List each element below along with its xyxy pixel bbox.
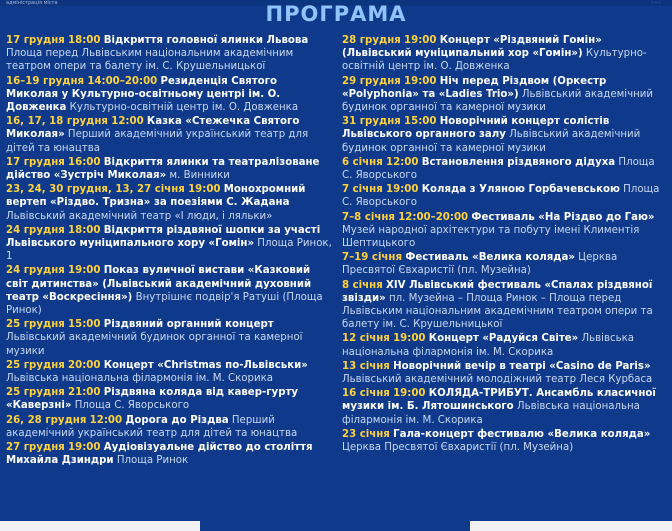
left-column — [6, 34, 332, 469]
program-entry — [6, 34, 332, 74]
program-entry — [342, 279, 668, 332]
entry-event: Гала-концерт фестивалю «Велика коляда» — [393, 428, 651, 440]
entry-event: Фестиваль «На Різдво до Гаю» — [471, 211, 655, 223]
entry-date: 16 січня — [342, 388, 390, 400]
entry-venue: Площа С. Яворського — [342, 156, 655, 182]
entry-venue: Музей народної архітектури та побуту імені Климентія Шептицького — [342, 224, 640, 250]
program-entry — [342, 332, 668, 358]
entry-date: 7–19 січня — [342, 252, 403, 264]
program-entry — [6, 414, 332, 440]
entry-time: 12:00–20:00 — [398, 211, 469, 223]
entry-date: 25 грудня — [6, 319, 65, 331]
program-entry — [342, 387, 668, 427]
entry-time: 19:00 — [386, 184, 419, 196]
entry-venue: Перший академічний український театр для дітей та юнацтва — [6, 129, 309, 154]
entry-event: Дорога до Різдва — [125, 414, 229, 426]
entry-date: 27 грудня — [6, 442, 65, 454]
entry-event: Різдвяна коляда від кавер-гурту «Каверзні» — [6, 387, 299, 412]
entry-time: 19:00 — [404, 75, 437, 87]
entry-event: Ніч перед Різдвом (Оркестр «Polyphonia» та «Ladies Trio») — [342, 75, 607, 100]
entry-event: XIV Львівський фестиваль «Спалах різдвяної звізди» — [342, 279, 653, 304]
entry-venue: Львівський академічний театр «І люди, і ляльки» — [6, 210, 273, 222]
entry-date: 24 грудня — [6, 265, 65, 277]
entry-time: 19:00 — [393, 333, 426, 345]
entry-date: 25 грудня — [6, 387, 65, 399]
entry-venue: Церква Пресвятої Євхаристії (пл. Музейна) — [342, 252, 618, 277]
program-entry — [342, 211, 668, 251]
entry-time: 19:00 — [393, 388, 426, 400]
entry-venue: Культурно-освітній центр ім. О. Довженка — [342, 48, 647, 73]
entry-venue: Львівський академічний будинок органної та камерної музики — [342, 129, 641, 154]
program-entry — [6, 441, 332, 467]
entry-venue: Львівська національна філармонія ім. М. Скорика — [342, 401, 640, 426]
entry-time: 19:00 — [68, 265, 101, 277]
entry-event: Концерт «Різдвяний Гомін» (Львівський муніципальний хор «Гомін») — [342, 35, 602, 60]
program-entry — [342, 428, 668, 454]
entry-time: 20:00 — [68, 359, 101, 371]
entry-venue: Львівська національна філармонія ім. М. Скорика — [6, 373, 273, 385]
entry-date: 23 січня — [342, 428, 390, 440]
program-entry — [6, 359, 332, 385]
entry-time: 14:00–20:00 — [87, 75, 158, 87]
entry-time: 18:00 — [68, 224, 101, 236]
entry-venue: Внутрішнє подвір'я Ратуші (Площа Ринок) — [6, 291, 323, 317]
entry-venue: Площа Ринок — [116, 455, 189, 467]
bottom-light-strip-left — [0, 521, 200, 531]
entry-time: 19:00 — [404, 35, 437, 46]
entry-date: 7 січня — [342, 184, 383, 196]
entry-time: 15:00 — [68, 319, 101, 331]
entry-date: 13 січня — [342, 360, 390, 372]
entry-date: 17 грудня — [6, 35, 65, 46]
entry-venue: Львівська національна філармонія ім. М. Скорика — [342, 333, 634, 358]
tiny-header-left: адміністрація міста — [6, 0, 58, 6]
entry-event: Аудіовізуальне дійство до століття Михайла Дзиндри — [6, 442, 313, 467]
entry-venue: Львівський академічний будинок органної та камерної музики — [342, 88, 654, 114]
bottom-light-strip-right — [470, 521, 672, 531]
entry-event: Різдвяний органний концерт — [103, 319, 274, 331]
entry-time: 21:00 — [68, 387, 101, 399]
entry-date: 17 грудня — [6, 156, 65, 168]
program-entry — [342, 251, 668, 277]
entry-date: 6 січня — [342, 156, 383, 168]
entry-date: 24 грудня — [6, 224, 65, 236]
program-entry — [6, 264, 332, 317]
entry-event: КОЛЯДА-ТРИБУТ. Ансамбль класичної музики ім. Б. Лятошинського — [342, 388, 656, 413]
entry-event: Новорічний вечір в театрі «Casino de Paris» — [393, 360, 651, 372]
program-entry — [6, 156, 332, 182]
entry-event: Казка «Стежечка Святого Миколая» — [6, 116, 300, 141]
entry-event: Концерт «Радуйся Світе» — [428, 333, 579, 345]
entry-date: 7–8 січня — [342, 211, 395, 223]
page-title: ПРОГРАМА — [265, 2, 407, 26]
entry-date: 26, 28 грудня — [6, 414, 87, 426]
entry-date: 16–19 грудня — [6, 75, 85, 87]
program-entry — [6, 386, 332, 412]
entry-date: 8 січня — [342, 279, 383, 291]
entry-event: Концерт «Christmas по-Львівськи» — [103, 359, 308, 371]
entry-time: 12:00 — [386, 156, 419, 168]
tiny-header-right: · · · — [652, 0, 660, 6]
entry-event: Фестиваль «Велика коляда» — [405, 252, 575, 264]
entry-event: Монохромний вертеп «Різдво. Тризна» за поезіями С. Жадана — [6, 184, 306, 209]
program-entry — [342, 115, 668, 155]
entry-venue: Церква Пресвятої Євхаристії (пл. Музейна) — [342, 442, 574, 454]
program-entry — [6, 115, 332, 155]
entry-venue: Площа Ринок, 1 — [6, 238, 332, 263]
program-entry — [342, 156, 668, 182]
entry-venue: Культурно-освітній центр ім. О. Довженка — [69, 102, 299, 114]
entry-event: Показ вуличної вистави «Казковий світ дитинства» (Львівський академічний духовний театр «Воскресіння») — [6, 265, 312, 303]
program-entry — [6, 318, 332, 358]
program-entry — [342, 360, 668, 386]
entry-event: Резиденція Святого Миколая у Культурно-освітньому центрі ім. О. Довженка — [6, 75, 281, 114]
entry-time: 16:00 — [68, 156, 101, 168]
entry-time: 15:00 — [404, 116, 437, 128]
program-entry — [342, 34, 668, 74]
entry-event: Відкриття різдвяної шопки за участі Львівського муніципального хору «Гомін» — [6, 224, 321, 250]
entry-venue: Львівський академічний молодіжний театр Леся Курбаса — [342, 374, 653, 386]
entry-time: 19:00 — [188, 184, 221, 196]
entry-event: Новорічний концерт солістів Львівського органного залу — [342, 116, 610, 141]
entry-venue: Перший академічний український театр для дітей та юнацтва — [6, 414, 298, 439]
program-entry — [6, 224, 332, 264]
entry-date: 29 грудня — [342, 75, 401, 87]
entry-date: 23, 24, 30 грудня, 13, 27 січня — [6, 184, 185, 196]
entry-venue: пл. Музейна – Площа Ринок – Площа перед Львівським національним академічним театром опери та балету ім. С. Крушельницької — [342, 292, 653, 331]
entry-venue: м. Винники — [169, 170, 230, 182]
program-entry — [342, 75, 668, 115]
entry-time: 12:00 — [111, 116, 144, 128]
program-entry — [6, 183, 332, 223]
entry-date: 12 січня — [342, 333, 390, 345]
entry-event: Відкриття ялинки та театралізоване дійство «Зустріч Миколая» — [6, 156, 320, 182]
entry-date: 25 грудня — [6, 359, 65, 371]
entry-date: 31 грудня — [342, 116, 401, 128]
entry-venue: Площа перед Львівським національним академічним театром опери та балету ім. С. Крушельницької — [6, 48, 294, 73]
entry-event: Коляда з Уляною Горбачевською — [421, 184, 620, 196]
entry-time: 12:00 — [89, 414, 123, 426]
program-entry — [342, 183, 668, 209]
program-entry — [6, 75, 332, 115]
entry-time: 19:00 — [68, 442, 101, 454]
right-column — [342, 34, 668, 455]
entry-date: 28 грудня — [342, 35, 401, 46]
entry-event: Відкриття головної ялинки Львова — [103, 35, 309, 46]
entry-event: Встановлення різдвяного дідуха — [421, 156, 616, 168]
entry-date: 16, 17, 18 грудня — [6, 116, 108, 128]
entry-venue: Площа С. Яворського — [342, 184, 660, 209]
entry-time: 18:00 — [68, 35, 101, 46]
entry-venue: Львівський академічний будинок органної та камерної музики — [6, 332, 303, 357]
entry-venue: Площа С. Яворського — [74, 400, 190, 412]
